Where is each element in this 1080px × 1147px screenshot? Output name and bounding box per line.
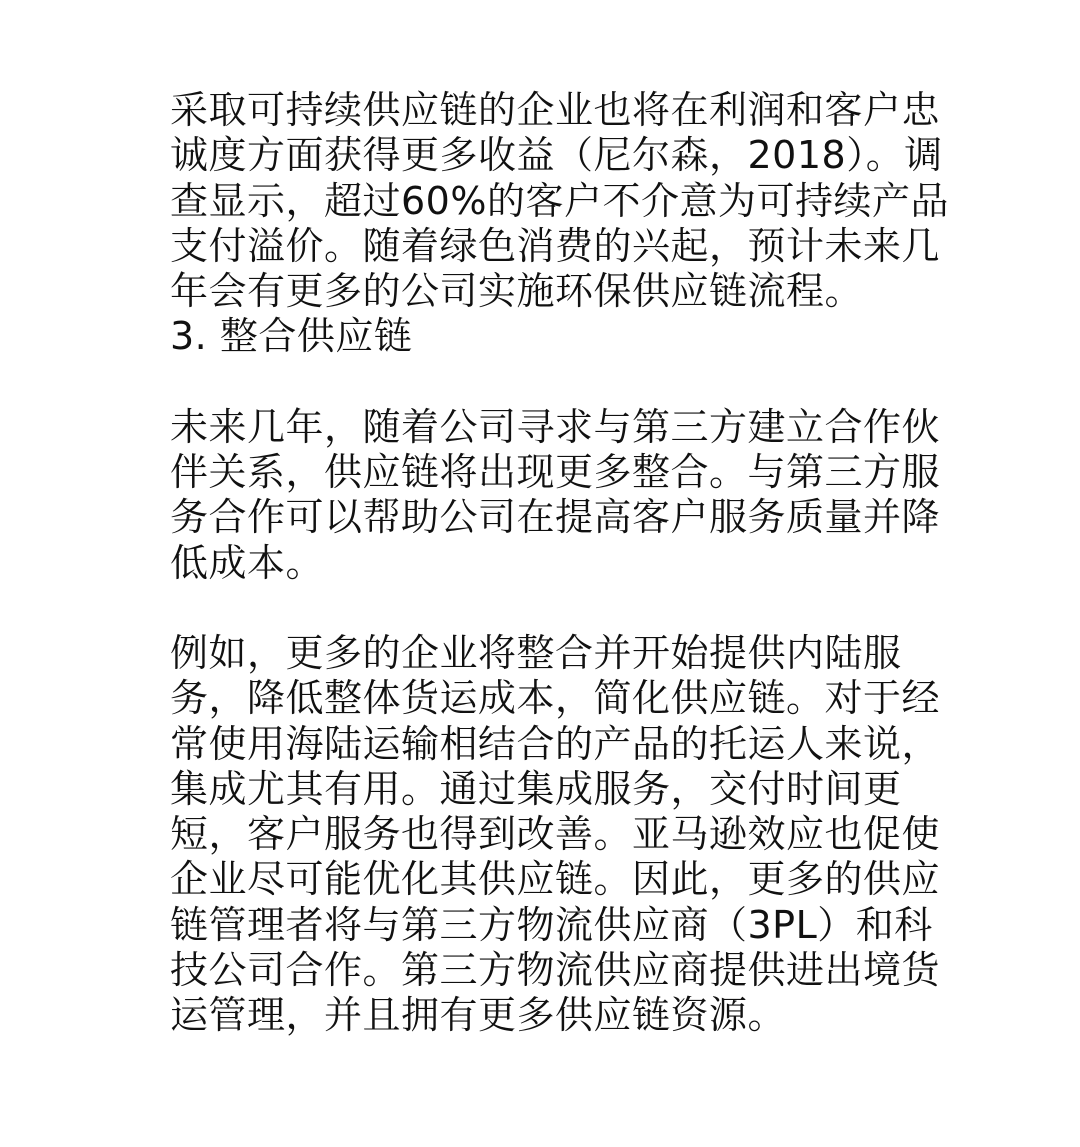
paragraph-sustainable-supply-chain: 采取可持续供应链的企业也将在利润和客户忠诚度方面获得更多收益（尼尔森，2018）。调查显示，超过60%的客户不介意为可持续产品支付溢价。随着绿色消费的兴起，预计未来几年会有更多的公司实施环保供应链流程。 (170, 88, 949, 314)
paragraph-spacer (170, 360, 950, 405)
section-heading-integrated-supply-chain: 3. 整合供应链 (170, 314, 413, 359)
document-body (170, 88, 950, 1039)
paragraph-integration-example: 例如，更多的企业将整合并开始提供内陆服务，降低整体货运成本，简化供应链。对于经常使用海陆运输相结合的产品的托运人来说，集成尤其有用。通过集成服务，交付时间更短，客户服务也得到改善。亚马逊效应也促使企业尽可能优化其供应链。因此，更多的供应链管理者将与第三方物流供应商（3PL）和科技公司合作。第三方物流供应商提供进出境货运管理，并且拥有更多供应链资源。 (170, 630, 941, 1038)
paragraph-integration-third-party: 未来几年，随着公司寻求与第三方建立合作伙伴关系，供应链将出现更多整合。与第三方服务合作可以帮助公司在提高客户服务质量并降低成本。 (170, 404, 941, 585)
paragraph-spacer (170, 586, 950, 631)
